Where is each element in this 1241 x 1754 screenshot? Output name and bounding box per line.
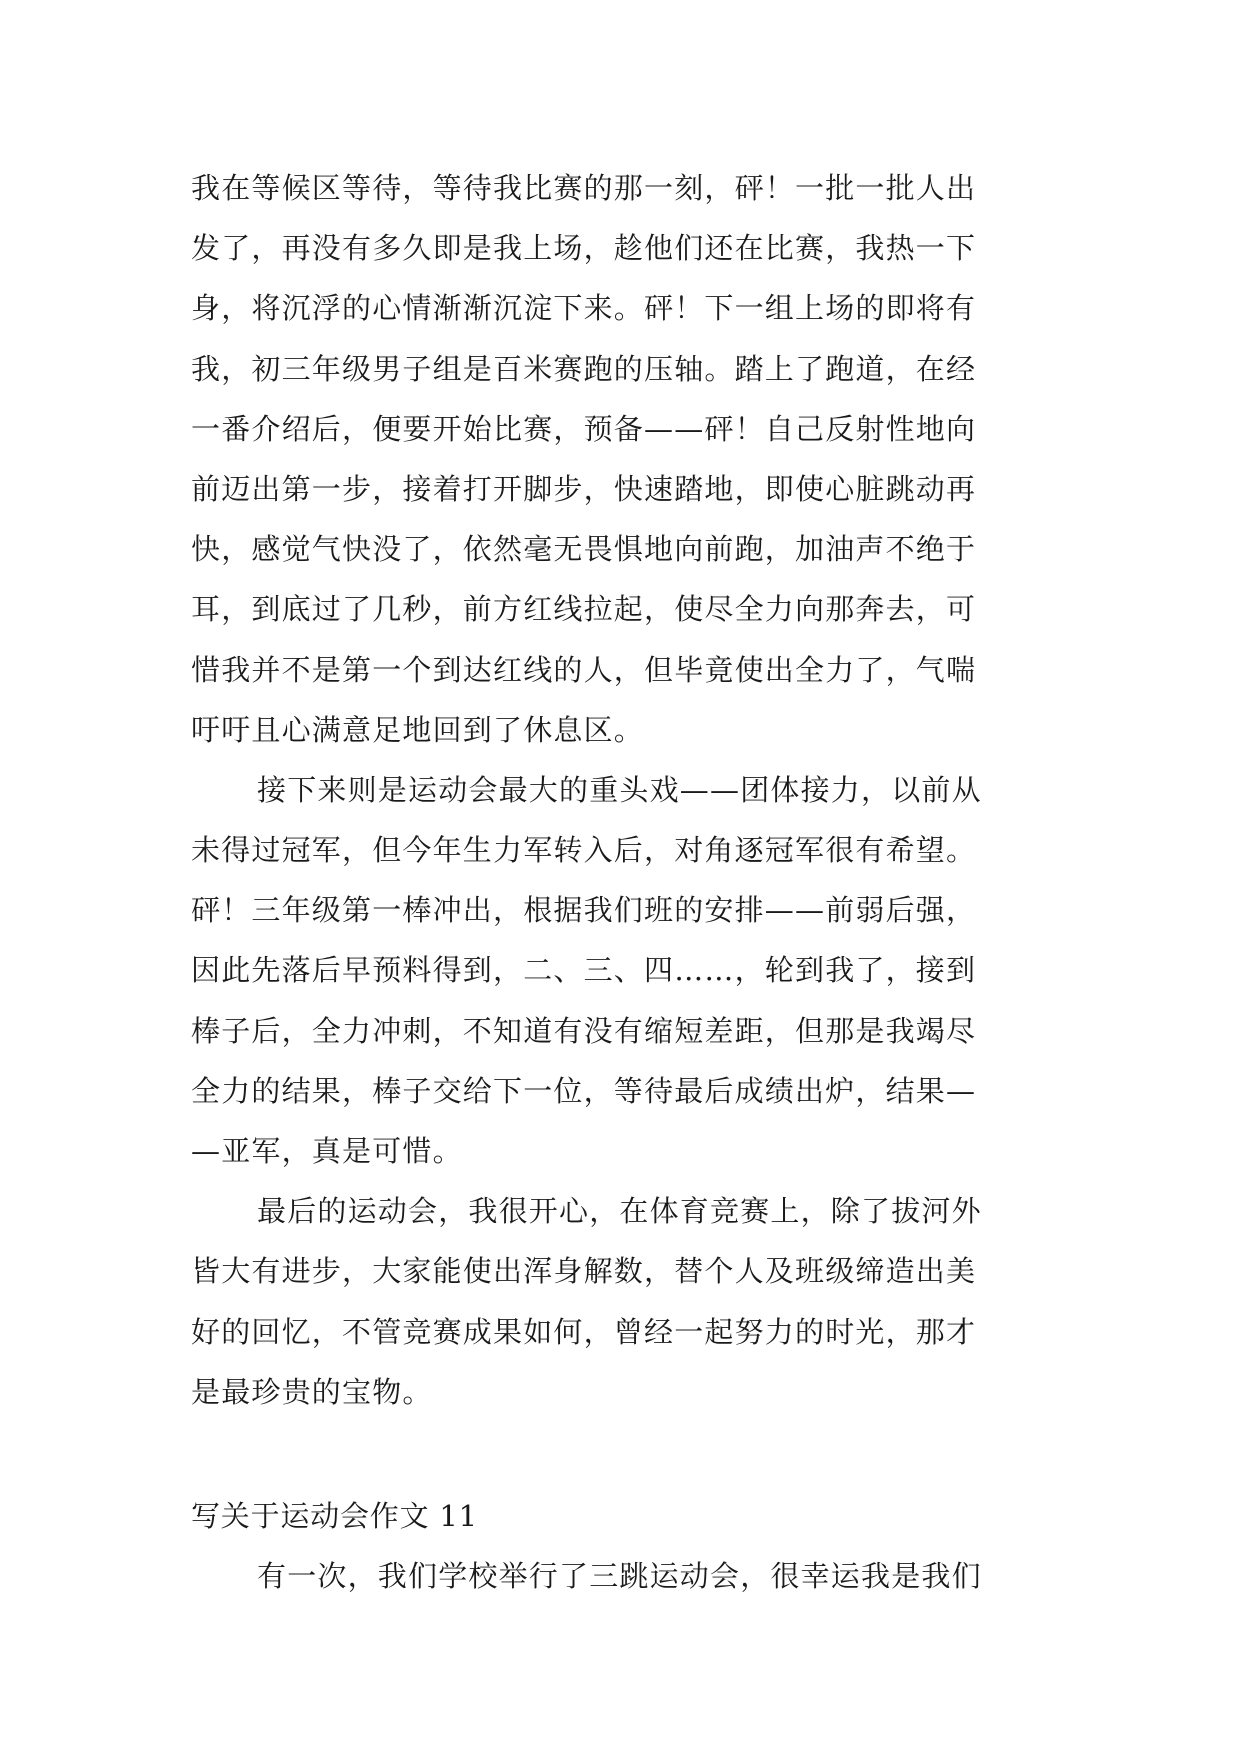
- text-line: 吁吁且心满意足地回到了休息区。: [191, 712, 645, 747]
- section-spacer: [191, 1422, 1051, 1486]
- paragraph-2: [191, 760, 1051, 1181]
- text-line: 最后的运动会，我很开心，在体育竞赛上，除了拔河外: [257, 1194, 982, 1229]
- document-body: [191, 158, 1051, 1606]
- paragraph-1: [191, 158, 1051, 760]
- text-line: 惜我并不是第一个到达红线的人，但毕竟使出全力了，气喘: [191, 652, 977, 687]
- text-line: 有一次，我们学校举行了三跳运动会，很幸运我是我们: [257, 1559, 982, 1594]
- text-line: 我，初三年级男子组是百米赛跑的压轴。踏上了跑道，在经: [191, 351, 977, 386]
- text-line: 未得过冠军，但今年生力军转入后，对角逐冠军很有希望。: [191, 833, 977, 868]
- text-line: 棒子后，全力冲刺，不知道有没有缩短差距，但那是我竭尽: [191, 1013, 977, 1048]
- text-line: 接下来则是运动会最大的重头戏——团体接力，以前从: [257, 772, 982, 807]
- text-line: 身，将沉浮的心情渐渐沉淀下来。砰！下一组上场的即将有: [191, 291, 977, 326]
- text-line: 是最珍贵的宝物。: [191, 1374, 433, 1409]
- text-line: 发了，再没有多久即是我上场，趁他们还在比赛，我热一下: [191, 231, 977, 266]
- text-line: 一番介绍后，便要开始比赛，预备——砰！自己反射性地向: [191, 411, 977, 446]
- text-line: 我在等候区等待，等待我比赛的那一刻，砰！一批一批人出: [191, 171, 977, 205]
- text-line: 前迈出第一步，接着打开脚步，快速踏地，即使心脏跳动再: [191, 471, 977, 506]
- text-line: 好的回忆，不管竞赛成果如何，曾经一起努力的时光，那才: [191, 1314, 977, 1349]
- text-line: 快，感觉气快没了，依然毫无畏惧地向前跑，加油声不绝于: [191, 532, 977, 567]
- text-line: 砰！三年级第一棒冲出，根据我们班的安排——前弱后强，: [191, 893, 977, 928]
- text-line: 全力的结果，棒子交给下一位，等待最后成绩出炉，结果—: [191, 1073, 977, 1108]
- text-line: 皆大有进步，大家能使出浑身解数，替个人及班级缔造出美: [191, 1254, 977, 1289]
- text-line: 耳，到底过了几秒，前方红线拉起，使尽全力向那奔去，可: [191, 592, 977, 627]
- text-line: 因此先落后早预料得到，二、三、四……，轮到我了，接到: [191, 953, 977, 988]
- paragraph-4: [191, 1546, 1051, 1606]
- section-heading: 写关于运动会作文 11: [191, 1498, 478, 1533]
- paragraph-3: [191, 1181, 1051, 1422]
- text-line: —亚军，真是可惜。: [191, 1134, 463, 1168]
